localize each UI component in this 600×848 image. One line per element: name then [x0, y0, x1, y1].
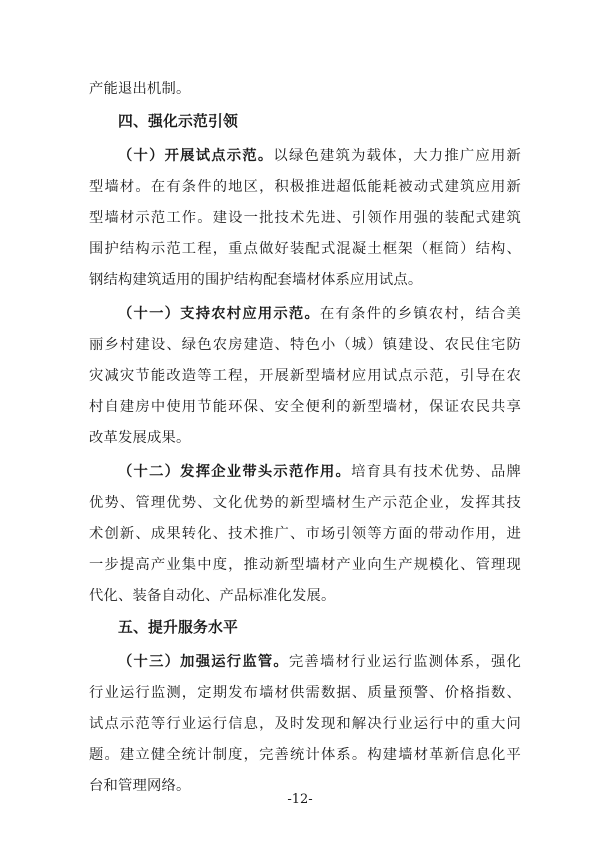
- item-lead: （十二）发挥企业带头示范作用。: [118, 464, 352, 480]
- paragraph-line: （十）开展试点示范。以绿色建筑为载体，大力推广应用新: [118, 148, 522, 164]
- paragraph-line: （十一）支持农村应用示范。在有条件的乡镇农村，结合美: [118, 306, 521, 322]
- paragraph-line: 一步提高产业集中度，推动新型墙材产业向生产规模化、管理现: [89, 557, 521, 573]
- paragraph-line: 改革发展成果。: [89, 430, 191, 446]
- paragraph-line: 型墙材。在有条件的地区，积极推进超低能耗被动式建筑应用新: [89, 179, 521, 195]
- paragraph-line: 丽乡村建设、绿色农房建造、特色小（城）镇建设、农民住宅防: [89, 337, 521, 353]
- paragraph-line: 题。建立健全统计制度，完善统计体系。构建墙材革新信息化平: [89, 747, 521, 763]
- paragraph-line: 型墙材示范工作。建设一批技术先进、引领作用强的装配式建筑: [89, 210, 521, 226]
- section-heading: 五、提升服务水平: [118, 619, 238, 636]
- paragraph-line: 台和管理网络。: [89, 778, 191, 794]
- page-number: -12-: [287, 792, 313, 807]
- paragraph-line: 代化、装备自动化、产品标准化发展。: [89, 588, 336, 604]
- paragraph-line: （十三）加强运行监管。完善墙材行业运行监测体系，强化: [118, 654, 522, 670]
- paragraph-line: 产能退出机制。: [89, 81, 191, 97]
- paragraph-line: 钢结构建筑适用的围护结构配套墙材体系应用试点。: [89, 272, 423, 288]
- paragraph-line: 试点示范等行业运行信息，及时发现和解决行业运行中的重大问: [89, 716, 521, 732]
- section-heading: 四、强化示范引领: [118, 113, 238, 130]
- item-lead: （十三）加强运行监管。: [118, 654, 289, 670]
- paragraph-line: 行业运行监测，定期发布墙材供需数据、质量预警、价格指数、: [89, 685, 521, 701]
- paragraph-line: （十二）发挥企业带头示范作用。培育具有技术优势、品牌: [118, 464, 522, 480]
- paragraph-line: 优势、管理优势、文化优势的新型墙材生产示范企业，发挥其技: [89, 495, 521, 511]
- paragraph-line: 灾减灾节能改造等工程，开展新型墙材应用试点示范，引导在农: [89, 368, 521, 384]
- item-lead: （十）开展试点示范。: [118, 148, 274, 164]
- paragraph-line: 术创新、成果转化、技术推广、市场引领等方面的带动作用，进: [89, 526, 521, 542]
- paragraph-line: 村自建房中使用节能环保、安全便利的新型墙材，保证农民共享: [89, 399, 521, 415]
- item-lead: （十一）支持农村应用示范。: [118, 306, 321, 322]
- paragraph-line: 围护结构示范工程，重点做好装配式混凝土框架（框筒）结构、: [89, 241, 521, 257]
